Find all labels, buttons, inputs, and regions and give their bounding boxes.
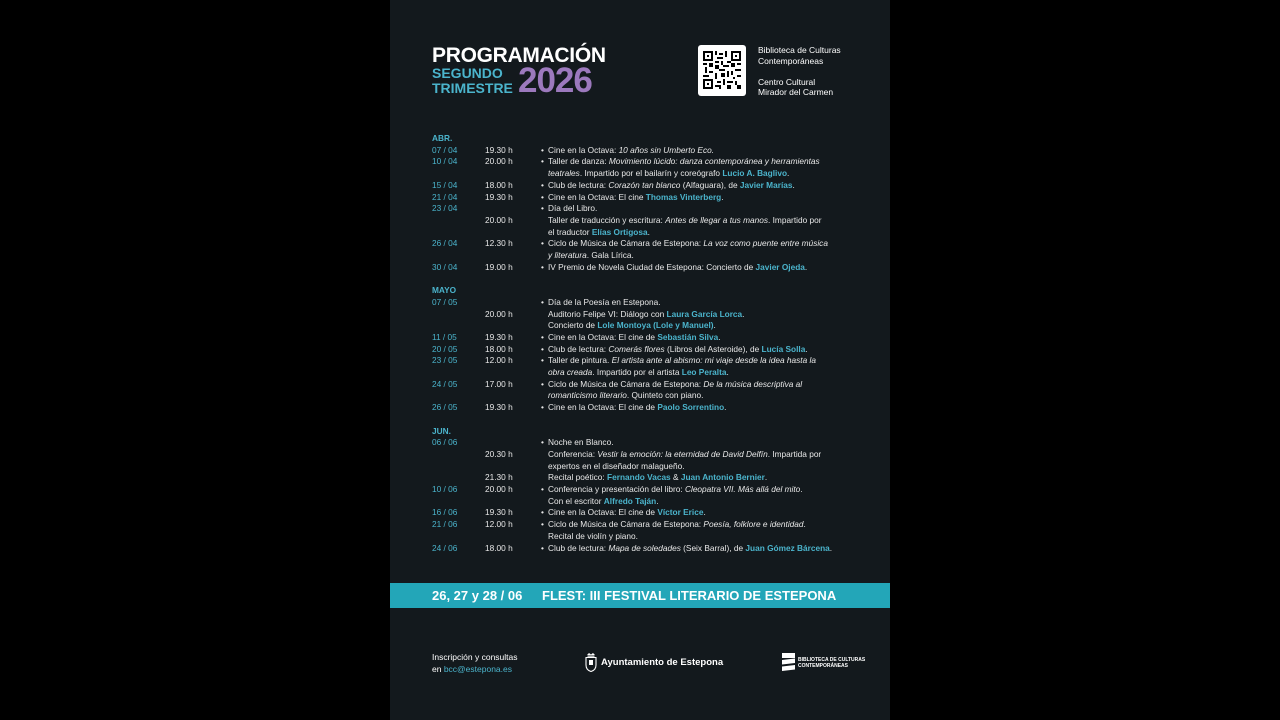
schedule: [432, 133, 852, 554]
event-desc: • Cine en la Octava: 10 años sin Umberto Eco.: [541, 145, 852, 157]
person-name: Laura García Lorca: [666, 308, 743, 319]
person-name: Javier Ojeda: [755, 261, 805, 272]
schedule-row: [432, 519, 852, 531]
schedule-row: [432, 168, 852, 180]
event-time: 19.30 h: [485, 331, 513, 342]
event-date: 21 / 04: [432, 191, 458, 202]
event-desc: y literatura. Gala Lírica.: [548, 250, 634, 261]
schedule-row: [432, 367, 852, 379]
schedule-row: [432, 344, 852, 356]
schedule-row: [432, 496, 852, 508]
person-name: Juan Antonio Bernier: [680, 472, 765, 483]
person-name: Lole Montoya (Lole y Manuel): [597, 320, 714, 331]
event-time: 20.00 h: [485, 308, 513, 319]
bcc-logo: [782, 653, 865, 673]
institutions: [758, 45, 841, 98]
festival-title: FLEST: III FESTIVAL LITERARIO DE ESTEPONA: [542, 588, 837, 603]
event-desc: Concierto de Lole Montoya (Lole y Manuel).: [548, 320, 716, 331]
event-time: 18.00 h: [485, 343, 513, 354]
schedule-row: [432, 297, 852, 309]
schedule-row: [432, 215, 852, 227]
event-date: 20 / 05: [432, 343, 458, 354]
event-time: 12.30 h: [485, 238, 513, 249]
month-label: ABR.: [432, 133, 453, 143]
event-time: 12.00 h: [485, 519, 513, 530]
institution-line: Biblioteca de Culturas: [758, 45, 841, 55]
event-desc: romanticismo literario. Quinteto con piano.: [548, 390, 704, 401]
institution-line: Contemporáneas: [758, 55, 824, 66]
contact-label: Inscripción y consultas: [432, 652, 518, 662]
schedule-row: [432, 192, 852, 204]
person-name: Thomas Vinterberg: [645, 191, 722, 202]
schedule-row: [432, 390, 852, 402]
event-date: 10 / 06: [432, 484, 458, 495]
event-desc: • Taller de danza: Movimiento lúcido: danza contemporánea y herramientas: [541, 156, 852, 168]
person-name: Elías Ortigosa: [591, 226, 648, 237]
event-desc: Taller de traducción y escritura: Antes de llegar a tus manos. Impartido por: [548, 214, 822, 225]
event-desc: Recital de violín y piano.: [548, 530, 638, 541]
festival-dates: 26, 27 y 28 / 06: [432, 588, 523, 603]
event-desc: Recital poético: Fernando Vacas & Juan Antonio Bernier.: [548, 472, 768, 483]
schedule-row: [432, 402, 852, 414]
event-date: 26 / 04: [432, 238, 458, 249]
event-time: 17.00 h: [485, 378, 513, 389]
contact-info: [432, 652, 518, 675]
person-name: Lucio A. Baglivo: [722, 168, 788, 179]
event-date: 23 / 04: [432, 203, 458, 214]
schedule-row: [432, 531, 852, 543]
event-desc: Auditorio Felipe VI: Diálogo con Laura García Lorca.: [548, 308, 745, 319]
event-date: 16 / 06: [432, 507, 458, 518]
qr-code-icon[interactable]: [698, 45, 746, 96]
event-desc: • Ciclo de Música de Cámara de Estepona: De la música descriptiva al: [541, 379, 852, 391]
event-desc: teatrales. Impartido por el bailarín y coreógrafo Lucio A. Baglivo.: [548, 168, 790, 179]
event-desc: • IV Premio de Novela Ciudad de Estepona: Concierto de Javier Ojeda.: [541, 262, 852, 274]
event-desc: • Club de lectura: Comerás flores (Libros del Asteroide), de Lucía Solla.: [541, 344, 852, 356]
contact-email-line: en bcc@estepona.es: [432, 663, 512, 674]
event-date: 10 / 04: [432, 156, 458, 167]
schedule-row: [432, 309, 852, 321]
schedule-row: [432, 227, 852, 239]
event-desc: • Cine en la Octava: El cine de Sebastián Silva.: [541, 332, 852, 344]
person-name: Lucía Solla: [761, 343, 806, 354]
ayuntamiento-name: Ayuntamiento de Estepona: [601, 656, 724, 668]
person-name: Alfredo Taján: [603, 495, 657, 506]
schedule-row: [432, 180, 852, 192]
schedule-row: [432, 437, 852, 449]
event-date: 06 / 06: [432, 437, 458, 448]
event-desc: • Cine en la Octava: El cine Thomas Vinterberg.: [541, 192, 852, 204]
event-desc: expertos en el diseñador malagueño.: [548, 460, 685, 471]
schedule-row: [432, 203, 852, 215]
person-name: Leo Peralta: [681, 367, 727, 378]
event-time: 20.00 h: [485, 156, 513, 167]
schedule-row: [432, 461, 852, 473]
schedule-row: [432, 156, 852, 168]
event-date: 15 / 04: [432, 179, 458, 190]
event-time: 20.30 h: [485, 448, 513, 459]
event-desc: • Día de la Poesía en Estepona.: [541, 297, 852, 309]
subtitle-line-2: TRIMESTRE: [432, 80, 513, 96]
event-time: 19.30 h: [485, 144, 513, 155]
event-desc: • Cine en la Octava: El cine de Paolo Sorrentino.: [541, 402, 852, 414]
event-desc: • Conferencia y presentación del libro: Cleopatra VII. Más allá del mito.: [541, 484, 852, 496]
event-date: 21 / 06: [432, 519, 458, 530]
event-desc: Conferencia: Vestir la emoción: la eternidad de David Delfín. Impartida por: [548, 448, 822, 459]
event-date: 23 / 05: [432, 355, 458, 366]
event-date: 07 / 04: [432, 144, 458, 155]
event-time: 19.00 h: [485, 261, 513, 272]
person-name: Juan Gómez Bárcena: [745, 542, 830, 553]
schedule-row: [432, 262, 852, 274]
institution-line: Mirador del Carmen: [758, 87, 834, 97]
event-desc: Con el escritor Alfredo Taján.: [548, 495, 659, 506]
event-date: 24 / 05: [432, 378, 458, 389]
bcc-logo-text: BIBLIOTECA DE CULTURAS CONTEMPORÁNEAS: [798, 657, 866, 669]
event-date: 11 / 05: [432, 331, 457, 342]
festival-banner: [390, 583, 890, 608]
coat-of-arms-icon: [585, 652, 597, 672]
event-desc: • Cine en la Octava: El cine de Víctor Erice.: [541, 507, 852, 519]
ayuntamiento-logo: [585, 652, 723, 672]
schedule-row: [432, 507, 852, 519]
event-desc: • Noche en Blanco.: [541, 437, 852, 449]
schedule-row: [432, 472, 852, 484]
event-time: 20.00 h: [485, 484, 513, 495]
event-desc: • Taller de pintura. El artista ante al abismo: mi viaje desde la idea hasta la: [541, 355, 852, 367]
event-desc: obra creada. Impartido por el artista Leo Peralta.: [548, 367, 729, 378]
event-time: 18.00 h: [485, 542, 513, 553]
event-date: 24 / 06: [432, 542, 458, 553]
poster-subtitle: [432, 66, 513, 96]
schedule-row: [432, 379, 852, 391]
poster-title: PROGRAMACIÓN: [432, 44, 606, 67]
event-time: 21.30 h: [485, 472, 513, 483]
event-time: 19.30 h: [485, 191, 513, 202]
event-time: 19.30 h: [485, 402, 513, 413]
event-time: 20.00 h: [485, 214, 513, 225]
schedule-row: [432, 238, 852, 250]
month-label: MAYO: [432, 285, 457, 296]
email-link[interactable]: bcc@estepona.es: [443, 663, 512, 674]
bcc-logo-icon: [782, 653, 795, 673]
event-desc: • Ciclo de Música de Cámara de Estepona: La voz como puente entre música: [541, 238, 852, 250]
person-name: Víctor Erice: [657, 507, 704, 518]
event-desc: • Club de lectura: Corazón tan blanco (Alfaguara), de Javier Marías.: [541, 180, 852, 192]
event-time: 18.00 h: [485, 179, 513, 190]
person-name: Paolo Sorrentino: [657, 402, 725, 413]
schedule-row: [432, 484, 852, 496]
event-date: 26 / 05: [432, 402, 458, 413]
schedule-row: [432, 332, 852, 344]
schedule-row: [432, 320, 852, 332]
institution-line: Centro Cultural: [758, 76, 816, 87]
event-desc: el traductor Elías Ortigosa.: [548, 226, 650, 237]
schedule-row: [432, 543, 852, 555]
schedule-row: [432, 145, 852, 157]
event-desc: • Ciclo de Música de Cámara de Estepona: Poesía, folklore e identidad.: [541, 519, 852, 531]
event-date: 07 / 05: [432, 296, 458, 307]
person-name: Javier Marías: [739, 179, 793, 190]
event-time: 19.30 h: [485, 507, 513, 518]
event-date: 30 / 04: [432, 261, 458, 272]
schedule-row: [432, 250, 852, 262]
person-name: Sebastián Silva: [657, 331, 719, 342]
person-name: Fernando Vacas: [607, 472, 671, 483]
event-time: 12.00 h: [485, 355, 513, 366]
month-label: JUN.: [432, 425, 451, 436]
schedule-row: [432, 449, 852, 461]
schedule-row: [432, 355, 852, 367]
event-desc: • Día del Libro.: [541, 203, 852, 215]
subtitle-line-1: SEGUNDO: [432, 65, 503, 81]
poster-year: 2026: [518, 61, 592, 100]
event-poster: [390, 0, 890, 720]
event-desc: • Club de lectura: Mapa de soledades (Seix Barral), de Juan Gómez Bárcena.: [541, 543, 852, 555]
